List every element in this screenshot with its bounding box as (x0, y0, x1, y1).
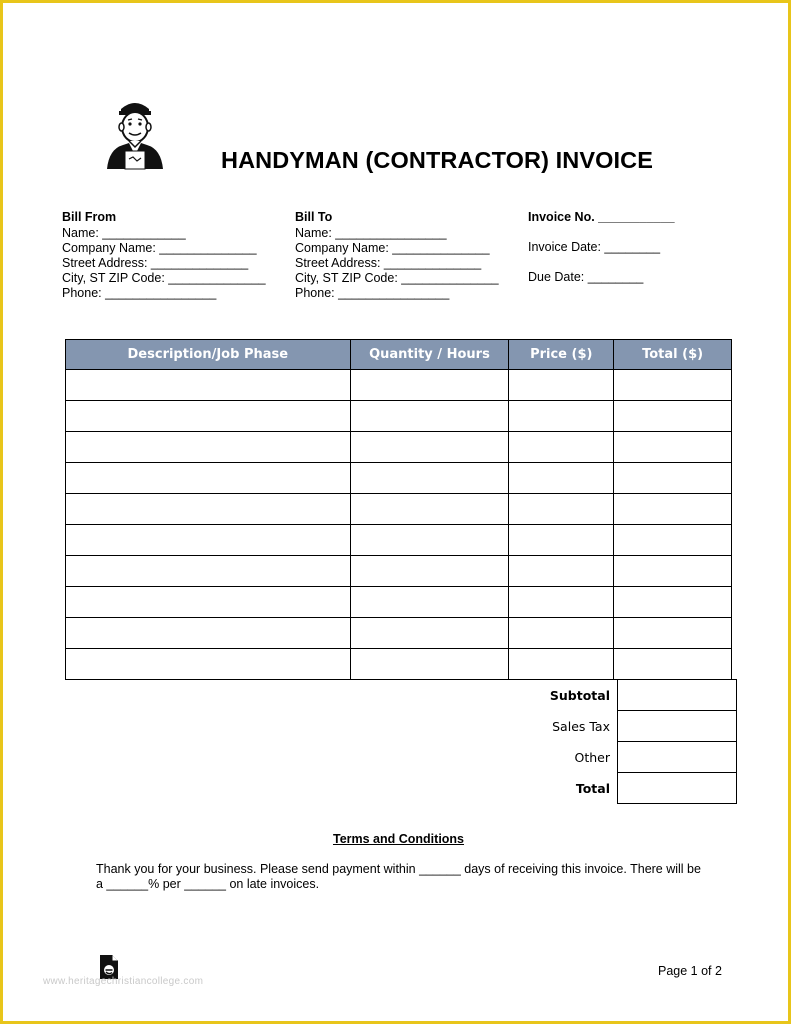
table-body (66, 370, 732, 680)
total-cell[interactable] (614, 556, 732, 587)
total-cell[interactable] (614, 494, 732, 525)
other-cell[interactable] (618, 742, 737, 773)
header-total: Total ($) (614, 340, 732, 370)
total-cell[interactable] (618, 773, 737, 804)
quantity-cell[interactable] (350, 649, 509, 680)
line-items-table (65, 339, 732, 680)
total-cell[interactable] (614, 432, 732, 463)
quantity-cell[interactable] (350, 525, 509, 556)
bill-from-city-field[interactable]: City, ST ZIP Code: ______________ (62, 271, 266, 285)
description-cell[interactable] (66, 618, 351, 649)
bill-to-heading: Bill To (295, 210, 333, 224)
bill-from-street-field[interactable]: Street Address: ______________ (62, 256, 249, 270)
quantity-cell[interactable] (350, 618, 509, 649)
page-number: Page 1 of 2 (658, 964, 722, 978)
quantity-cell[interactable] (350, 463, 509, 494)
price-cell[interactable] (509, 401, 614, 432)
price-cell[interactable] (509, 432, 614, 463)
subtotal-label: Subtotal (549, 687, 610, 703)
total-row (473, 773, 737, 804)
header-description: Description/Job Phase (66, 340, 351, 370)
description-cell[interactable] (66, 525, 351, 556)
quantity-cell[interactable] (350, 494, 509, 525)
subtotal-cell[interactable] (618, 680, 737, 711)
bill-to-phone-field[interactable]: Phone: ________________ (295, 286, 450, 300)
table-row (66, 587, 732, 618)
total-cell[interactable] (614, 401, 732, 432)
bill-to-city-field[interactable]: City, ST ZIP Code: ______________ (295, 271, 499, 285)
bill-from-section (62, 210, 266, 301)
description-cell[interactable] (66, 494, 351, 525)
total-cell[interactable] (614, 649, 732, 680)
total-cell[interactable] (614, 587, 732, 618)
quantity-cell[interactable] (350, 370, 509, 401)
terms-text: Thank you for your business. Please send payment within ______ days of receiving this invoice. There will be a ______% per ______ on late invoices. (96, 862, 701, 891)
table-header-row (66, 340, 732, 370)
invoice-title: HANDYMAN (CONTRACTOR) INVOICE (221, 147, 653, 173)
price-cell[interactable] (509, 525, 614, 556)
bill-to-street-field[interactable]: Street Address: ______________ (295, 256, 482, 270)
price-cell[interactable] (509, 463, 614, 494)
table-row (66, 556, 732, 587)
invoice-date-field[interactable]: Invoice Date: ________ (528, 240, 661, 254)
price-cell[interactable] (509, 618, 614, 649)
total-cell[interactable] (614, 618, 732, 649)
subtotal-row (473, 680, 737, 711)
totals-table (473, 679, 737, 804)
header-quantity: Quantity / Hours (350, 340, 509, 370)
total-label: Total (575, 780, 610, 796)
table-row (66, 432, 732, 463)
price-cell[interactable] (509, 587, 614, 618)
sales-tax-label: Sales Tax (552, 718, 610, 734)
header-price: Price ($) (509, 340, 614, 370)
table-row (66, 649, 732, 680)
total-cell[interactable] (614, 370, 732, 401)
quantity-cell[interactable] (350, 432, 509, 463)
description-cell[interactable] (66, 432, 351, 463)
description-cell[interactable] (66, 463, 351, 494)
table-row (66, 494, 732, 525)
table-row (66, 618, 732, 649)
description-cell[interactable] (66, 556, 351, 587)
bill-from-name-field[interactable]: Name: ____________ (62, 226, 186, 240)
quantity-cell[interactable] (350, 401, 509, 432)
table-row (66, 463, 732, 494)
quantity-cell[interactable] (350, 556, 509, 587)
bill-from-phone-field[interactable]: Phone: ________________ (62, 286, 217, 300)
description-cell[interactable] (66, 649, 351, 680)
due-date-field[interactable]: Due Date: ________ (528, 270, 644, 284)
handyman-avatar-icon (99, 95, 171, 171)
price-cell[interactable] (509, 494, 614, 525)
price-cell[interactable] (509, 556, 614, 587)
bill-from-heading: Bill From (62, 210, 117, 224)
bill-to-section (295, 210, 499, 301)
invoice-number-field[interactable]: Invoice No. ___________ (528, 210, 675, 224)
terms-title: Terms and Conditions (332, 832, 465, 846)
invoice-info-section (528, 210, 675, 300)
bill-to-name-field[interactable]: Name: ________________ (295, 226, 447, 240)
total-cell[interactable] (614, 463, 732, 494)
price-cell[interactable] (509, 370, 614, 401)
total-cell[interactable] (614, 525, 732, 556)
table-row (66, 401, 732, 432)
description-cell[interactable] (66, 401, 351, 432)
description-cell[interactable] (66, 370, 351, 401)
sales-tax-cell[interactable] (618, 711, 737, 742)
sales-tax-row (473, 711, 737, 742)
watermark-text: www.heritagechristiancollege.com (43, 976, 204, 987)
description-cell[interactable] (66, 587, 351, 618)
table-row (66, 525, 732, 556)
price-cell[interactable] (509, 649, 614, 680)
bill-from-company-field[interactable]: Company Name: ______________ (62, 241, 257, 255)
bill-to-company-field[interactable]: Company Name: ______________ (295, 241, 490, 255)
other-row (473, 742, 737, 773)
quantity-cell[interactable] (350, 587, 509, 618)
table-row (66, 370, 732, 401)
other-label: Other (574, 749, 610, 765)
